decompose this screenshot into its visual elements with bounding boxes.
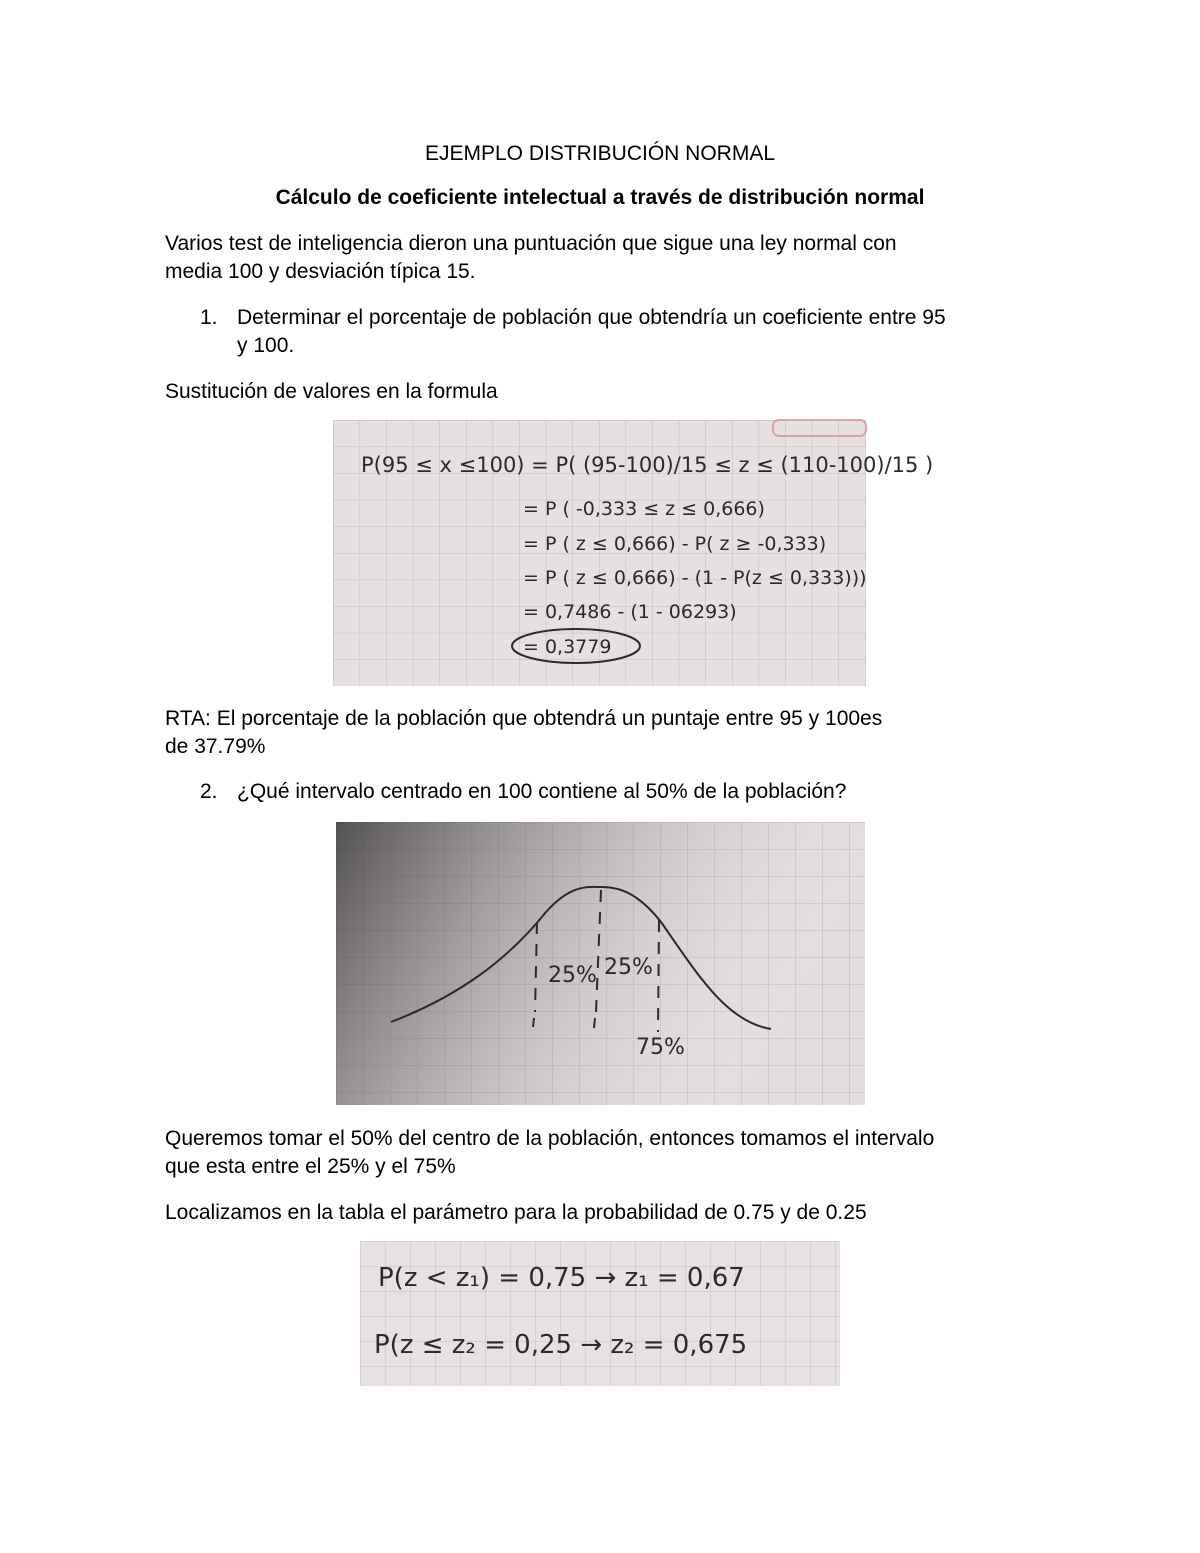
center-line-2: que esta entre el 25% y el 75% [165,1155,456,1178]
photo-shadow [336,822,865,1105]
question-1-text [237,304,1067,360]
z-values-photo [360,1241,840,1386]
bell-curve-svg [336,822,865,1105]
intro-line-1: Varios test de inteligencia dieron una puntuación que sigue una ley normal con [165,232,897,255]
label-left-25: 25% [548,963,597,988]
answer-paragraph [165,705,1045,761]
question-1-line-2: y 100. [237,334,295,357]
calc-line-4: = P ( z ≤ 0,666) - (1 - P(z ≤ 0,333))) [523,567,867,589]
calc-line-3: = P ( z ≤ 0,666) - P( z ≥ -0,333) [523,533,827,555]
calc-line-2: = P ( -0,333 ≤ z ≤ 0,666) [523,498,765,520]
label-75: 75% [636,1035,685,1060]
intro-line-2: media 100 y desviación típica 15. [165,260,476,283]
center-line-1: Queremos tomar el 50% del centro de la población, entonces tomamos el intervalo [165,1127,935,1150]
question-2-text: ¿Qué intervalo centrado en 100 contiene al 50% de la población? [237,780,847,803]
question-1-line-1: Determinar el porcentaje de población que obtendría un coeficiente entre 95 [237,306,946,329]
calculation-photo [333,420,934,686]
answer-line-1: RTA: El porcentaje de la población que obtendrá un puntaje entre 95 y 100es [165,707,883,730]
center-paragraph [165,1125,1045,1181]
question-2-number: 2. [200,780,218,803]
intro-paragraph [165,230,1045,286]
substitution-text: Sustitución de valores en la formula [165,380,498,403]
bell-curve-photo [336,822,865,1105]
calc-line-1: P(95 ≤ x ≤100) = P( (95-100)/15 ≤ z ≤ (110-100)/15 ) [361,453,934,477]
document-subtitle: Cálculo de coeficiente intelectual a través de distribución normal [275,186,925,209]
calc-result: = 0,3779 [523,636,612,658]
locate-text: Localizamos en la tabla el parámetro para la probabilidad de 0.75 y de 0.25 [165,1201,867,1224]
z-values-svg [360,1241,840,1386]
z1-equation: P(z < z₁) = 0,75 → z₁ = 0,67 [378,1263,745,1293]
document-title: EJEMPLO DISTRIBUCIÓN NORMAL [424,142,776,165]
z2-equation: P(z ≤ z₂ = 0,25 → z₂ = 0,675 [374,1330,748,1360]
calculation-photo-svg [333,420,934,686]
calc-line-5: = 0,7486 - (1 - 06293) [523,601,737,623]
label-right-25: 25% [604,955,653,980]
question-1-number: 1. [200,306,218,329]
answer-line-2: de 37.79% [165,735,266,758]
